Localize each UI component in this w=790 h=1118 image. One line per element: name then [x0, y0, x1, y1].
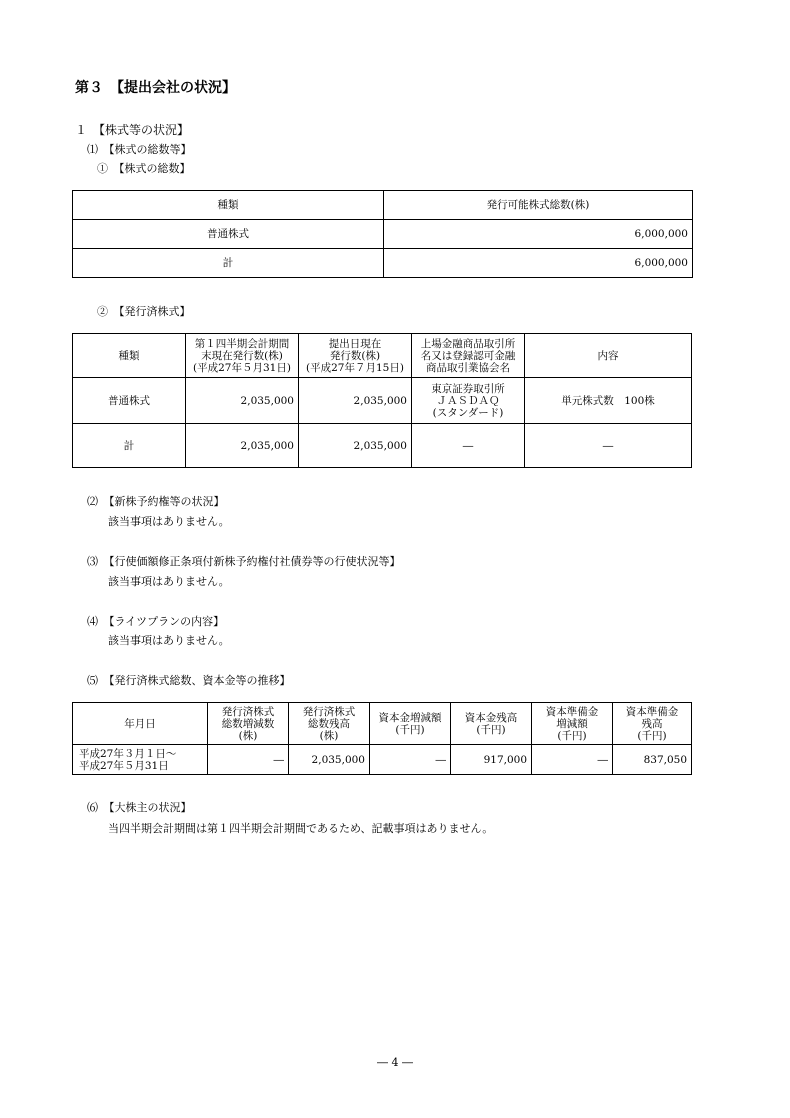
subsection-heading: ⑶ 【行使価額修正条項付新株予約権付社債券等の行使状況等】 [87, 555, 401, 568]
subsection-heading: ⑹ 【大株主の状況】 [87, 801, 192, 814]
table-cell: ― [525, 424, 692, 468]
page-number: ― 4 ― [377, 1056, 413, 1069]
table-header-cell: 提出日現在 発行数(株) (平成27年７月15日) [299, 334, 412, 378]
table-cell: ― [208, 745, 289, 775]
table-cell: 計 [73, 424, 186, 468]
subsection-heading: ⑴ 【株式の総数等】 [87, 143, 192, 156]
subsection-heading: ⑷ 【ライツプランの内容】 [87, 615, 225, 628]
total-shares-table [72, 190, 693, 278]
table-cell: 2,035,000 [299, 378, 412, 424]
table-cell: 計 [73, 249, 384, 278]
table-cell: ― [532, 745, 613, 775]
body-text: 当四半期会計期間は第１四半期会計期間であるため、記載事項はありません。 [108, 822, 494, 835]
subsection-heading: ① 【株式の総数】 [97, 162, 191, 175]
table-header-cell: 種類 [73, 334, 186, 378]
table-header-cell: 内容 [525, 334, 692, 378]
table-header-cell: 資本準備金 残高 (千円) [613, 703, 692, 745]
body-text: 該当事項はありません。 [108, 634, 230, 647]
subsection-heading: ⑸ 【発行済株式総数、資本金等の推移】 [87, 674, 291, 687]
table-header-cell: 資本金残高 (千円) [451, 703, 532, 745]
table-cell: ― [370, 745, 451, 775]
table-cell: 東京証券取引所 ＪＡＳＤＡＱ (スタンダード) [412, 378, 525, 424]
table-cell: 2,035,000 [186, 378, 299, 424]
table-cell: 6,000,000 [384, 249, 693, 278]
subsection-heading: ② 【発行済株式】 [97, 305, 191, 318]
table-header-cell: 発行済株式 総数増減数 (株) [208, 703, 289, 745]
table-cell: ― [412, 424, 525, 468]
table-cell: 平成27年３月１日～ 平成27年５月31日 [73, 745, 208, 775]
table-cell: 単元株式数 100株 [525, 378, 692, 424]
table-cell: 917,000 [451, 745, 532, 775]
table-header-cell: 上場金融商品取引所 名又は登録認可金融 商品取引業協会名 [412, 334, 525, 378]
table-header-cell: 第１四半期会計期間 末現在発行数(株) (平成27年５月31日) [186, 334, 299, 378]
table-header-cell: 資本準備金 増減額 (千円) [532, 703, 613, 745]
subsection-heading: ⑵ 【新株予約権等の状況】 [87, 495, 225, 508]
table-header-cell: 発行可能株式総数(株) [384, 191, 693, 220]
body-text: 該当事項はありません。 [108, 575, 230, 588]
table-header-cell: 種類 [73, 191, 384, 220]
table-cell: 837,050 [613, 745, 692, 775]
table-cell: 普通株式 [73, 220, 384, 249]
table-cell: 6,000,000 [384, 220, 693, 249]
table-header-cell: 資本金増減額 (千円) [370, 703, 451, 745]
section-heading: １ 【株式等の状況】 [75, 123, 190, 137]
issued-shares-table [72, 333, 692, 468]
table-cell: 普通株式 [73, 378, 186, 424]
page-title: 第３ 【提出会社の状況】 [75, 80, 236, 96]
table-cell: 2,035,000 [299, 424, 412, 468]
table-cell: 2,035,000 [186, 424, 299, 468]
body-text: 該当事項はありません。 [108, 515, 230, 528]
table-header-cell: 発行済株式 総数残高 (株) [289, 703, 370, 745]
share-capital-history-table [72, 702, 692, 775]
table-header-cell: 年月日 [73, 703, 208, 745]
table-cell: 2,035,000 [289, 745, 370, 775]
